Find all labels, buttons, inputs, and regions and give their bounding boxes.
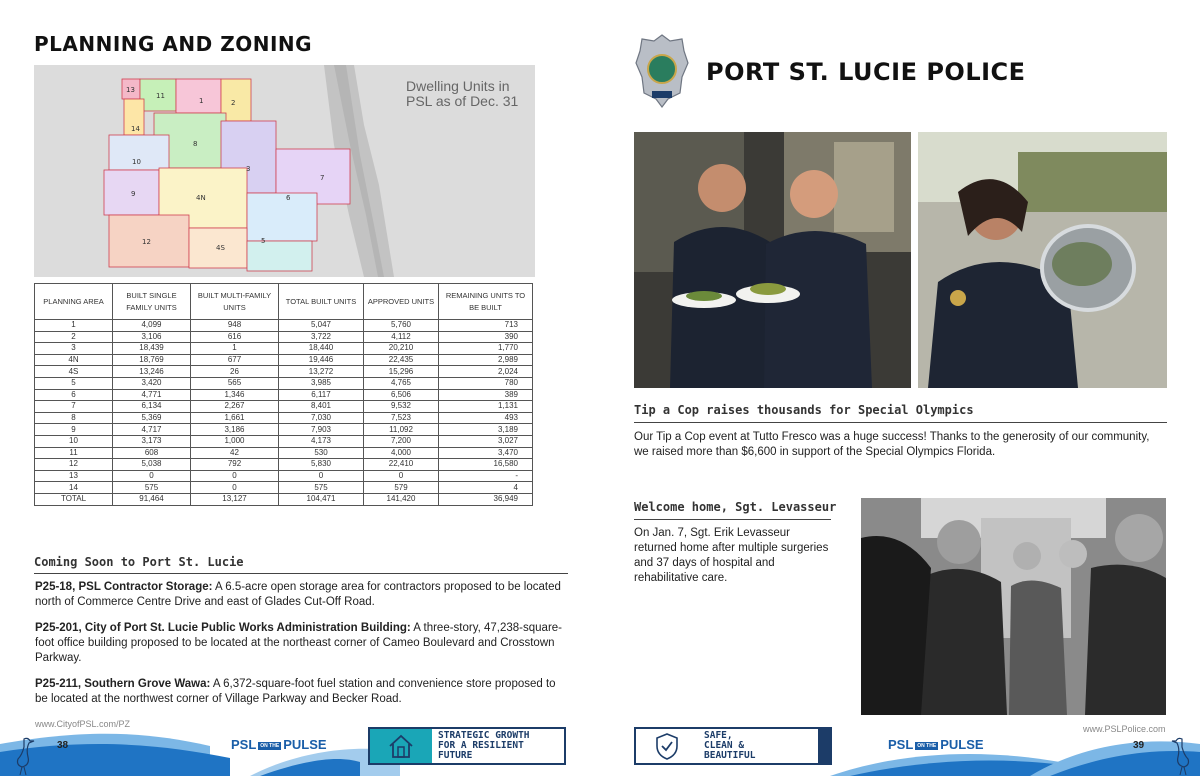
zone-label-13: 13 [126, 86, 135, 94]
tip-bucket-photo [918, 132, 1167, 388]
table-cell: 3,173 [113, 435, 191, 447]
dwelling-units-table [34, 283, 533, 506]
table-cell: 18,769 [113, 354, 191, 366]
divider [634, 519, 831, 520]
table-cell: 2,024 [439, 366, 533, 378]
table-cell: 20,210 [364, 343, 439, 355]
table-cell: 13 [35, 470, 113, 482]
table-cell: 713 [439, 320, 533, 332]
table-cell: 0 [113, 470, 191, 482]
table-cell: 14 [35, 482, 113, 494]
table-cell: 6 [35, 389, 113, 401]
page-number: 38 [57, 740, 69, 751]
table-cell: 22,410 [364, 459, 439, 471]
table-cell: 3,189 [439, 424, 533, 436]
logo-on-the: ON THE [917, 742, 937, 749]
table-cell: 141,420 [364, 493, 439, 505]
table-row [35, 366, 533, 378]
table-cell: 1,770 [439, 343, 533, 355]
table-cell: 579 [364, 482, 439, 494]
logo-on-the: ON THE [260, 742, 280, 749]
table-cell: 7,523 [364, 412, 439, 424]
table-cell: 4,717 [113, 424, 191, 436]
table-cell: 616 [191, 331, 279, 343]
table-cell: 6,134 [113, 401, 191, 413]
page-title: PORT ST. LUCIE POLICE [706, 58, 1026, 86]
table-cell: 9 [35, 424, 113, 436]
table-cell: 0 [279, 470, 364, 482]
story-text: On Jan. 7, Sgt. Erik Levasseur returned home after multiple surgeries and 37 days of hospital and rehabilitative care. [634, 527, 829, 584]
project-name: P25-18, PSL Contractor Storage: [35, 581, 213, 593]
table-row [35, 482, 533, 494]
table-cell: 91,464 [113, 493, 191, 505]
right-page [600, 0, 1200, 776]
table-cell: 5,369 [113, 412, 191, 424]
table-cell: 0 [364, 470, 439, 482]
table-cell: 11 [35, 447, 113, 459]
shield-check-icon [636, 729, 698, 763]
table-cell: 3,722 [279, 331, 364, 343]
table-cell: 13,246 [113, 366, 191, 378]
table-header-row [35, 284, 533, 320]
logo-pulse: PULSE [283, 737, 327, 752]
welcome-home-photo [861, 498, 1166, 715]
project-item [35, 621, 565, 666]
project-name: P25-201, City of Port St. Lucie Public Works Administration Building: [35, 622, 411, 634]
table-cell: 4,173 [279, 435, 364, 447]
project-text: A three-story, 47,238-square-foot office building proposed to be located at the northeast corner of Cameo Boulevard and Crosstown Parkway. [35, 622, 563, 664]
project-item [35, 677, 565, 707]
table-cell: 22,435 [364, 354, 439, 366]
table-row [35, 424, 533, 436]
police-badge-icon [634, 33, 690, 109]
table-cell: 575 [279, 482, 364, 494]
table-cell: 4,099 [113, 320, 191, 332]
table-row [35, 389, 533, 401]
table-cell: 0 [191, 470, 279, 482]
column-header: TOTAL BUILT UNITS [279, 284, 364, 320]
table-cell: 3,420 [113, 377, 191, 389]
zone-label-7: 7 [320, 174, 325, 182]
table-cell: 6,506 [364, 389, 439, 401]
table-cell: TOTAL [35, 493, 113, 505]
table-cell: 608 [113, 447, 191, 459]
story-heading: Tip a Cop raises thousands for Special Olympics [634, 403, 974, 417]
zone-label-12: 12 [142, 238, 151, 246]
table-cell: 1 [35, 320, 113, 332]
table-cell: 4,765 [364, 377, 439, 389]
zone-label-10: 10 [132, 158, 141, 166]
logo-psl: PSL [888, 737, 914, 752]
zone-label-3: 3 [246, 165, 251, 173]
table-cell: 3,985 [279, 377, 364, 389]
table-cell: - [439, 470, 533, 482]
house-icon [370, 729, 432, 763]
psl-pulse-logo [888, 737, 984, 752]
table-cell: 1,131 [439, 401, 533, 413]
table-cell: 565 [191, 377, 279, 389]
table-cell: 2,989 [439, 354, 533, 366]
table-cell: 2 [35, 331, 113, 343]
column-header: PLANNING AREA [35, 284, 113, 320]
zone-label-9: 9 [131, 190, 136, 198]
column-header: BUILT MULTI-FAMILY UNITS [191, 284, 279, 320]
table-cell: 8 [35, 412, 113, 424]
table-cell: 2,267 [191, 401, 279, 413]
divider [634, 422, 1167, 423]
strategic-growth-badge [368, 727, 566, 765]
zone-label-2: 2 [231, 99, 236, 107]
table-cell: 1,346 [191, 389, 279, 401]
table-cell: 5 [35, 377, 113, 389]
table-cell: 3 [35, 343, 113, 355]
table-cell: 7,200 [364, 435, 439, 447]
table-cell: 18,439 [113, 343, 191, 355]
project-text: A 6,372-square-foot fuel station and convenience store proposed to be located at the northwest corner of Village Parkway and Becker Road. [35, 678, 556, 705]
table-cell: 948 [191, 320, 279, 332]
table-cell: 7,903 [279, 424, 364, 436]
table-cell: 5,047 [279, 320, 364, 332]
table-row [35, 493, 533, 505]
project-name: P25-211, Southern Grove Wawa: [35, 678, 211, 690]
logo-psl: PSL [231, 737, 257, 752]
table-row [35, 401, 533, 413]
table-cell: 12 [35, 459, 113, 471]
table-cell: 7 [35, 401, 113, 413]
table-cell: 390 [439, 331, 533, 343]
zone-label-4S: 4S [216, 244, 225, 252]
website-link[interactable]: www.CityofPSL.com/PZ [35, 719, 131, 729]
psl-pulse-logo [231, 737, 327, 752]
project-item [35, 580, 565, 610]
tip-a-cop-photo [634, 132, 911, 388]
table-cell: 19,446 [279, 354, 364, 366]
table-cell: 3,106 [113, 331, 191, 343]
table-row [35, 377, 533, 389]
zoning-map [34, 65, 535, 277]
table-cell: 389 [439, 389, 533, 401]
zone-label-14: 14 [131, 125, 140, 133]
table-cell: 42 [191, 447, 279, 459]
zone-label-4N: 4N [196, 194, 206, 202]
page-title: PLANNING AND ZONING [34, 32, 313, 56]
table-cell: 3,027 [439, 435, 533, 447]
table-cell: 1,661 [191, 412, 279, 424]
table-cell: 4 [439, 482, 533, 494]
table-cell: 4,771 [113, 389, 191, 401]
project-text: A 6.5-acre open storage area for contractors proposed to be located north of Commerce Centre Drive and east of Glades Cut-Off Road. [35, 581, 561, 608]
badge-text: SAFE, CLEAN & BEAUTIFUL [704, 730, 756, 761]
table-cell: 26 [191, 366, 279, 378]
table-cell: 16,580 [439, 459, 533, 471]
table-cell: 13,272 [279, 366, 364, 378]
table-cell: 7,030 [279, 412, 364, 424]
table-cell: 4,000 [364, 447, 439, 459]
table-cell: 792 [191, 459, 279, 471]
story-text: Our Tip a Cop event at Tutto Fresco was a huge success! Thanks to the generosity of our community, we raised more than $6,600 in support of the Special Olympics Florida. [634, 431, 1150, 458]
table-row [35, 459, 533, 471]
table-cell: 8,401 [279, 401, 364, 413]
logo-pulse: PULSE [940, 737, 984, 752]
table-row [35, 435, 533, 447]
table-cell: 4S [35, 366, 113, 378]
table-cell: 3,470 [439, 447, 533, 459]
table-cell: 13,127 [191, 493, 279, 505]
table-cell: 5,830 [279, 459, 364, 471]
badge-accent [818, 729, 830, 763]
table-row [35, 320, 533, 332]
table-cell: 15,296 [364, 366, 439, 378]
zone-label-5: 5 [261, 237, 266, 245]
table-row [35, 447, 533, 459]
safe-clean-badge [634, 727, 832, 765]
table-cell: 0 [191, 482, 279, 494]
coming-soon-heading: Coming Soon to Port St. Lucie [34, 555, 244, 569]
table-cell: 9,532 [364, 401, 439, 413]
table-row [35, 412, 533, 424]
table-row [35, 354, 533, 366]
badge-text: STRATEGIC GROWTH FOR A RESILIENT FUTURE [438, 730, 530, 761]
table-cell: 1,000 [191, 435, 279, 447]
zone-label-11: 11 [156, 92, 165, 100]
table-cell: 5,038 [113, 459, 191, 471]
zone-label-1: 1 [199, 97, 204, 105]
table-cell: 5,760 [364, 320, 439, 332]
table-cell: 530 [279, 447, 364, 459]
zone-label-8: 8 [193, 140, 198, 148]
website-link[interactable]: www.PSLPolice.com [1083, 724, 1166, 734]
divider [34, 573, 568, 574]
table-cell: 6,117 [279, 389, 364, 401]
table-cell: 493 [439, 412, 533, 424]
table-row [35, 470, 533, 482]
column-header: APPROVED UNITS [364, 284, 439, 320]
map-caption: Dwelling Units in PSL as of Dec. 31 [406, 78, 519, 109]
column-header: REMAINING UNITS TO BE BUILT [439, 284, 533, 320]
table-cell: 36,949 [439, 493, 533, 505]
table-row [35, 343, 533, 355]
page-number: 39 [1133, 740, 1145, 751]
story-heading: Welcome home, Sgt. Levasseur [634, 500, 837, 514]
zone-label-6: 6 [286, 194, 291, 202]
table-cell: 3,186 [191, 424, 279, 436]
table-cell: 4N [35, 354, 113, 366]
table-cell: 4,112 [364, 331, 439, 343]
table-cell: 575 [113, 482, 191, 494]
heron-icon [10, 735, 40, 775]
column-header: BUILT SINGLE FAMILY UNITS [113, 284, 191, 320]
table-cell: 18,440 [279, 343, 364, 355]
table-cell: 1 [191, 343, 279, 355]
table-cell: 11,092 [364, 424, 439, 436]
table-cell: 780 [439, 377, 533, 389]
table-row [35, 331, 533, 343]
table-cell: 677 [191, 354, 279, 366]
table-cell: 10 [35, 435, 113, 447]
heron-icon [1166, 735, 1196, 775]
table-cell: 104,471 [279, 493, 364, 505]
